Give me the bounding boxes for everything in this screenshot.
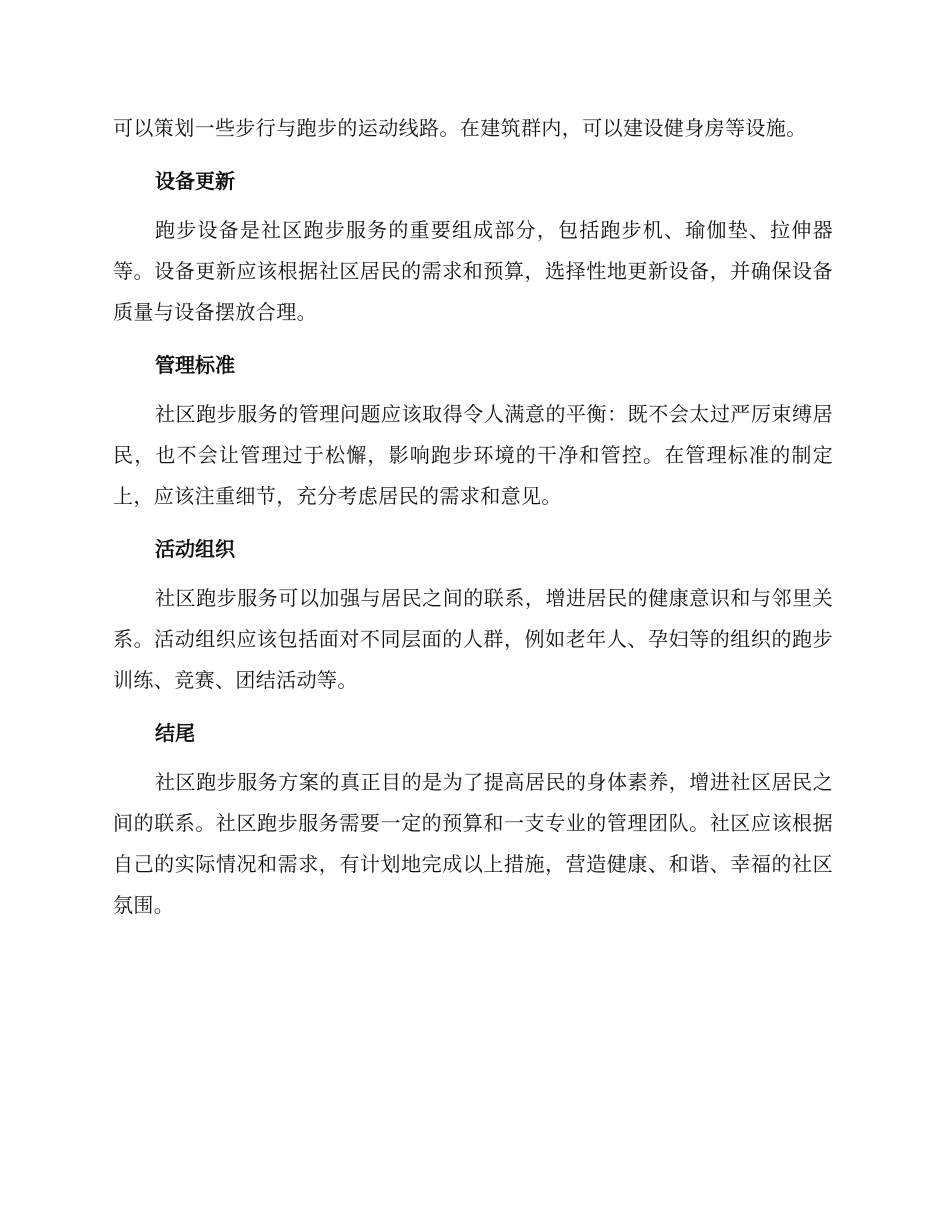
section-body-conclusion: 社区跑步服务方案的真正目的是为了提高居民的身体素养，增进社区居民之间的联系。社区跑步服务需要一定的预算和一支专业的管理团队。社区应该根据自己的实际情况和需求，有计划地完成以上措施，营造健康、和谐、幸福的社区氛围。	[113, 770, 833, 917]
document-body	[113, 108, 833, 926]
section-heading-management-standards: 管理标准	[155, 353, 235, 377]
section-heading-equipment-update: 设备更新	[155, 169, 235, 193]
section-body-activity-organization: 社区跑步服务可以加强与居民之间的联系，增进居民的健康意识和与邻里关系。活动组织应该包括面对不同层面的人群，例如老年人、孕妇等的组织的跑步训练、竞赛、团结活动等。	[113, 586, 833, 692]
section-heading-activity-organization: 活动组织	[155, 537, 235, 561]
section-body-equipment-update: 跑步设备是社区跑步服务的重要组成部分，包括跑步机、瑜伽垫、拉伸器等。设备更新应该根据社区居民的需求和预算，选择性地更新设备，并确保设备质量与设备摆放合理。	[113, 218, 833, 324]
section-heading-conclusion: 结尾	[155, 721, 195, 745]
intro-paragraph: 可以策划一些步行与跑步的运动线路。在建筑群内，可以建设健身房等设施。	[113, 116, 807, 140]
section-body-management-standards: 社区跑步服务的管理问题应该取得令人满意的平衡：既不会太过严厉束缚居民，也不会让管理过于松懈，影响跑步环境的干净和管控。在管理标准的制定上，应该注重细节，充分考虑居民的需求和意见。	[113, 402, 833, 508]
